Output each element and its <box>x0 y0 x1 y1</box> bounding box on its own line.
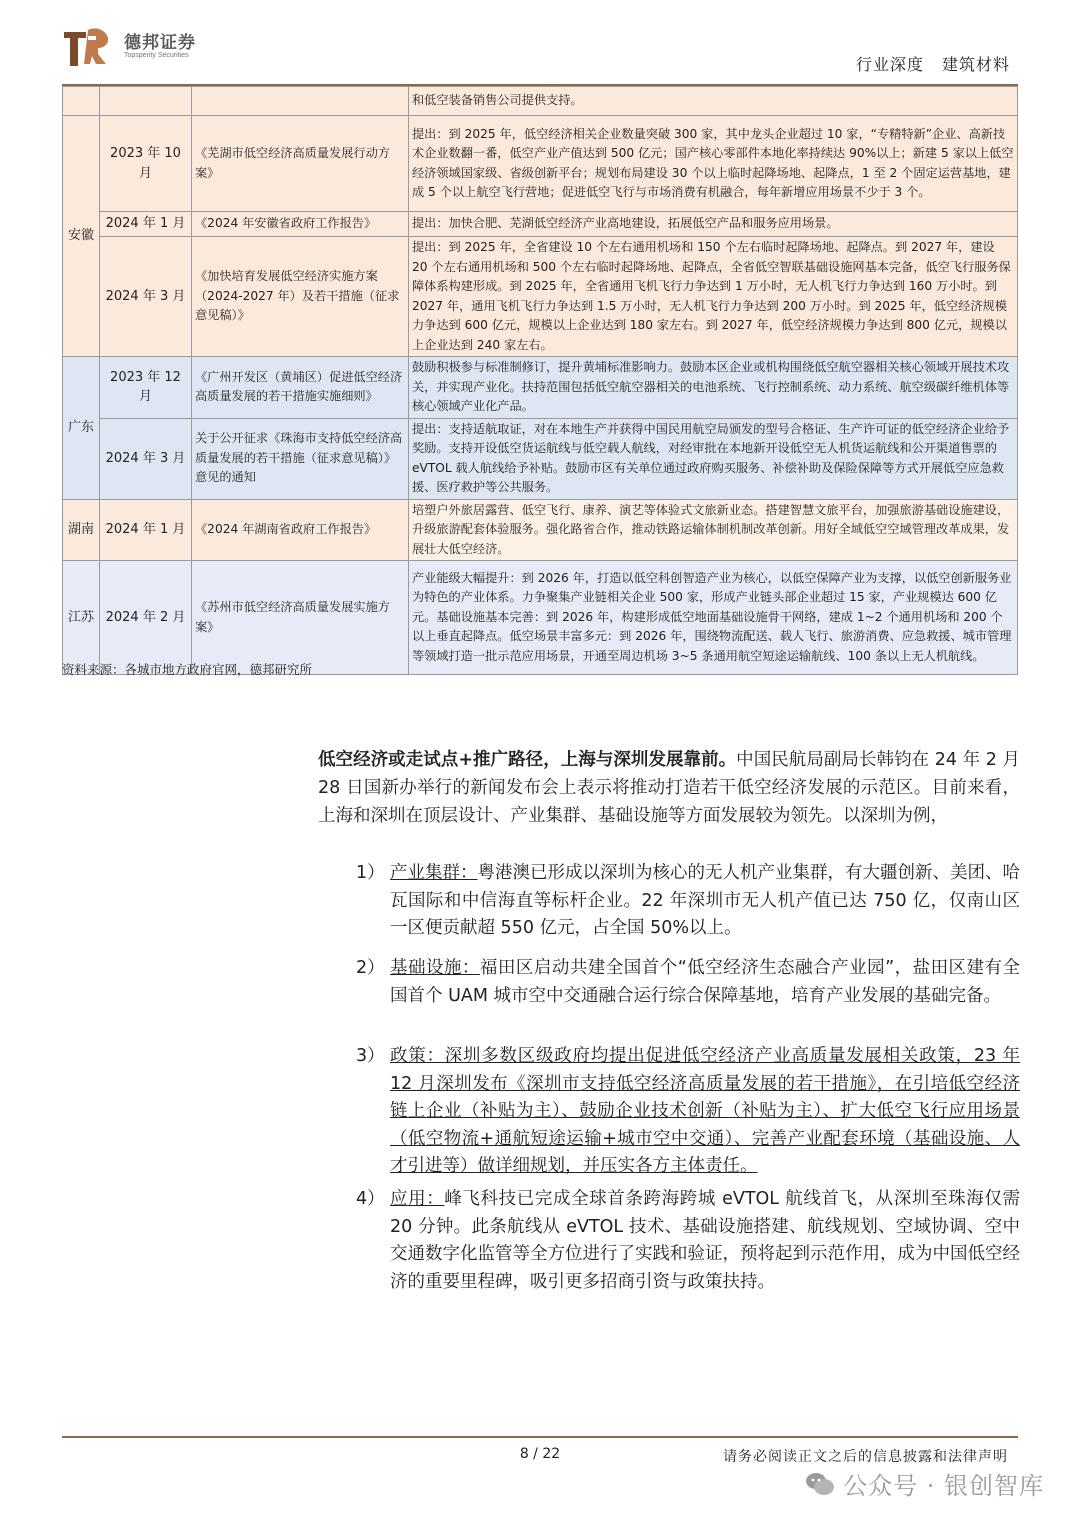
content-cell: 提出：到 2025 年，低空经济相关企业数量突破 300 家，其中龙头企业超过 10 家，“专精特新”企业、高新技术企业数翻一番，低空产业产值达到 500 亿元；国产核心零部件本地化率持续达 90%以上；新建 5 家以上低空经济领域国家级、省级创新平台；规划布局建设 30 个以上临时起降场地、起降点，1 至 2 个固定运营基地，建成 5 个以上航空飞行营地；促进低空飞行与市场消费有机融合，每年新增应用场景不少于 3 个。 <box>409 116 1018 212</box>
table-row <box>63 561 1018 675</box>
table-row <box>63 87 1018 116</box>
content-cell: 提出：到 2025 年，全省建设 10 个左右通用机场和 150 个左右临时起降场地、起降点。到 2027 年，建设 20 个左右通用机场和 500 个左右临时起降场地、起降点，全省低空智联基础设施网基本完备，低空飞行服务保障体系构建形成。到 2025 年，全省通用飞机飞行力争达到 1 万小时，无人机飞行力争达到 160 万小时。到 2027 年，通用飞机飞行力争达到 1.5 万小时，无人机飞行力争达到 200 万小时。到 2025 年，低空经济规模力争达到 600 亿元，规模以上企业达到 180 家左右。到 2027 年，低空经济规模力争达到 800 亿元，规模以上企业达到 240 家左右。 <box>409 237 1018 357</box>
document-cell: 关于公开征求《珠海市支持低空经济高质量发展的若干措施（征求意见稿）》意见的通知 <box>192 418 409 499</box>
document-cell: 《苏州市低空经济高质量发展实施方案》 <box>192 561 409 675</box>
item-text: 深圳多数区级政府均提出促进低空经济产业高质量发展相关政策，23 年 12 月深圳发布《深圳市支持低空经济高质量发展的若干措施》，在引培低空经济链上企业（补贴为主）、鼓励企业技术创新（补贴为主）、扩大低空飞行应用场景（低空物流+通航短途运输+城市空中交通）、完善产业配套环境（基础设施、人才引进等）做详细规划，并压实各方主体责任。 <box>390 1046 1020 1176</box>
intro-text: 中国民航局副局长韩钧在 24 年 2 月 28 日国新办举行的新闻发布会上表示将推动打造若干低空经济发展的示范区。目前来看，上海和深圳在顶层设计、产业集群、基础设施等方面发展较为领先。以深圳为例， <box>318 750 1020 826</box>
brand-logo <box>62 24 202 72</box>
table-source-note: 资料来源：各城市地方政府官网，德邦研究所 <box>62 662 313 677</box>
footer-divider <box>62 1436 1018 1438</box>
list-item <box>356 860 1020 943</box>
document-cell: 《芜湖市低空经济高质量发展行动方案》 <box>192 116 409 212</box>
document-cell: 《加快培育发展低空经济实施方案（2024-2027 年）及若干措施（征求意见稿）》 <box>192 237 409 357</box>
date-cell: 2023 年 10 月 <box>100 116 192 212</box>
content-cell: 提出：支持适航取证，对在本地生产并获得中国民用航空局颁发的型号合格证、生产许可证的低空经济企业给予奖励。支持开设低空货运航线与低空载人航线，对经审批在本地新开设低空无人机货运航线和公开渠道售票的 eVTOL 载人航线给予补贴。鼓励市区有关单位通过政府购买服务、补偿补助及保险保障等方式开展低空应急救援、医疗救护等公共服务。 <box>409 418 1018 499</box>
intro-lead: 低空经济或走试点+推广路径，上海与深圳发展靠前。 <box>318 750 737 770</box>
table-row <box>63 357 1018 419</box>
wechat-icon <box>805 1471 835 1497</box>
watermark <box>805 1466 1044 1501</box>
list-item <box>356 955 1020 1010</box>
item-text: 福田区启动共建全国首个“低空经济生态融合产业园”，盐田区建有全国首个 UAM 城市空中交通融合运行综合保障基地，培育产业发展的基础完备。 <box>390 958 1021 1006</box>
date-cell <box>100 87 192 116</box>
table-row <box>63 499 1018 561</box>
province-cell: 安徽 <box>63 116 100 357</box>
date-cell: 2024 年 1 月 <box>100 499 192 561</box>
item-number: 2） <box>356 958 385 978</box>
category-label: 行业深度 <box>855 55 924 74</box>
document-cell <box>192 87 409 116</box>
date-cell: 2024 年 2 月 <box>100 561 192 675</box>
watermark-text: 公众号 · 银创智库 <box>843 1472 1044 1500</box>
province-cell: 湖南 <box>63 499 100 561</box>
table-row <box>63 116 1018 212</box>
policy-table <box>62 86 1018 675</box>
content-cell: 和低空装备销售公司提供支持。 <box>409 87 1018 116</box>
table-row <box>63 418 1018 499</box>
table-row <box>63 212 1018 237</box>
sector-label: 建筑材料 <box>941 55 1010 74</box>
table-row <box>63 237 1018 357</box>
province-cell <box>63 87 100 116</box>
brand-name-cn: 德邦证券 <box>124 33 196 53</box>
content-cell: 产业能级大幅提升：到 2026 年，打造以低空科创智造产业为核心，以低空保障产业为支撑，以低空创新服务业为特色的产业体系。力争聚集产业链相关企业 500 家，形成产业链头部企业超过 15 家，产业规模达 600 亿元。基础设施基本完善：到 2026 年，构建形成低空地面基础设施骨干网络，建成 1~2 个通用机场和 200 个以上垂直起降点。低空场景丰富多元：到 2026 年，围绕物流配送、载人飞行、旅游消费、应急救援、城市管理等领域打造一批示范应用场景，开通至周边机场 3~5 条通用航空短途运输航线、100 条以上无人机航线。 <box>409 561 1018 675</box>
intro-paragraph <box>318 746 1020 830</box>
item-heading: 产业集群： <box>390 863 478 883</box>
page-number: 8 / 22 <box>519 1446 561 1462</box>
item-heading: 政策： <box>390 1046 445 1066</box>
document-cell: 《广州开发区（黄埔区）促进低空经济高质量发展的若干措施实施细则》 <box>192 357 409 419</box>
province-cell: 江苏 <box>63 561 100 675</box>
brand-name-en: Topsperity Securities <box>124 52 189 59</box>
item-number: 3） <box>356 1046 385 1066</box>
item-heading: 基础设施： <box>390 958 480 978</box>
item-text: 峰飞科技已完成全球首条跨海跨城 eVTOL 航线首飞，从深圳至珠海仅需 20 分钟。此条航线从 eVTOL 技术、基础设施搭建、航线规划、空域协调、空中交通数字化监管等全方位进行了实践和验证，预将起到示范作用，成为中国低空经济的重要里程碑，吸引更多招商引资与政策扶持。 <box>390 1189 1021 1292</box>
document-cell: 《2024 年安徽省政府工作报告》 <box>192 212 409 237</box>
list-item <box>356 1186 1020 1296</box>
item-number: 1） <box>356 863 385 883</box>
province-cell: 广东 <box>63 357 100 500</box>
report-category <box>838 52 1010 75</box>
date-cell: 2023 年 12 月 <box>100 357 192 419</box>
content-cell: 培塑户外旅居露营、低空飞行、康养、演艺等体验式文旅新业态。搭建智慧文旅平台，加强旅游基础设施建设，升级旅游配套体验服务。强化路省合作，推动铁路运输体制机制改革创新。用好全域低空空域管理改革成果，发展壮大低空经济。 <box>409 499 1018 561</box>
list-item <box>356 1043 1020 1181</box>
document-cell: 《2024 年湖南省政府工作报告》 <box>192 499 409 561</box>
item-heading: 应用： <box>390 1189 445 1209</box>
content-cell: 提出：加快合肥、芜湖低空经济产业高地建设，拓展低空产品和服务应用场景。 <box>409 212 1018 237</box>
legal-disclaimer: 请务必阅读正文之后的信息披露和法律声明 <box>723 1449 1008 1465</box>
content-cell: 鼓励积极参与标准制修订，提升黄埔标准影响力。鼓励本区企业或机构围绕低空航空器相关核心领域开展技术攻关，并实现产业化。扶持范围包括低空航空器相关的电池系统、飞行控制系统、动力系统、航空级碳纤维机体等核心领域产业化产品。 <box>409 357 1018 419</box>
item-number: 4） <box>356 1189 385 1209</box>
date-cell: 2024 年 3 月 <box>100 418 192 499</box>
date-cell: 2024 年 1 月 <box>100 212 192 237</box>
item-text: 粤港澳已形成以深圳为核心的无人机产业集群，有大疆创新、美团、哈瓦国际和中信海直等标杆企业。22 年深圳市无人机产值已达 750 亿，仅南山区一区便贡献超 550 亿元，占全国 50%以上。 <box>390 863 1020 938</box>
brand-mark-icon <box>62 24 112 72</box>
date-cell: 2024 年 3 月 <box>100 237 192 357</box>
